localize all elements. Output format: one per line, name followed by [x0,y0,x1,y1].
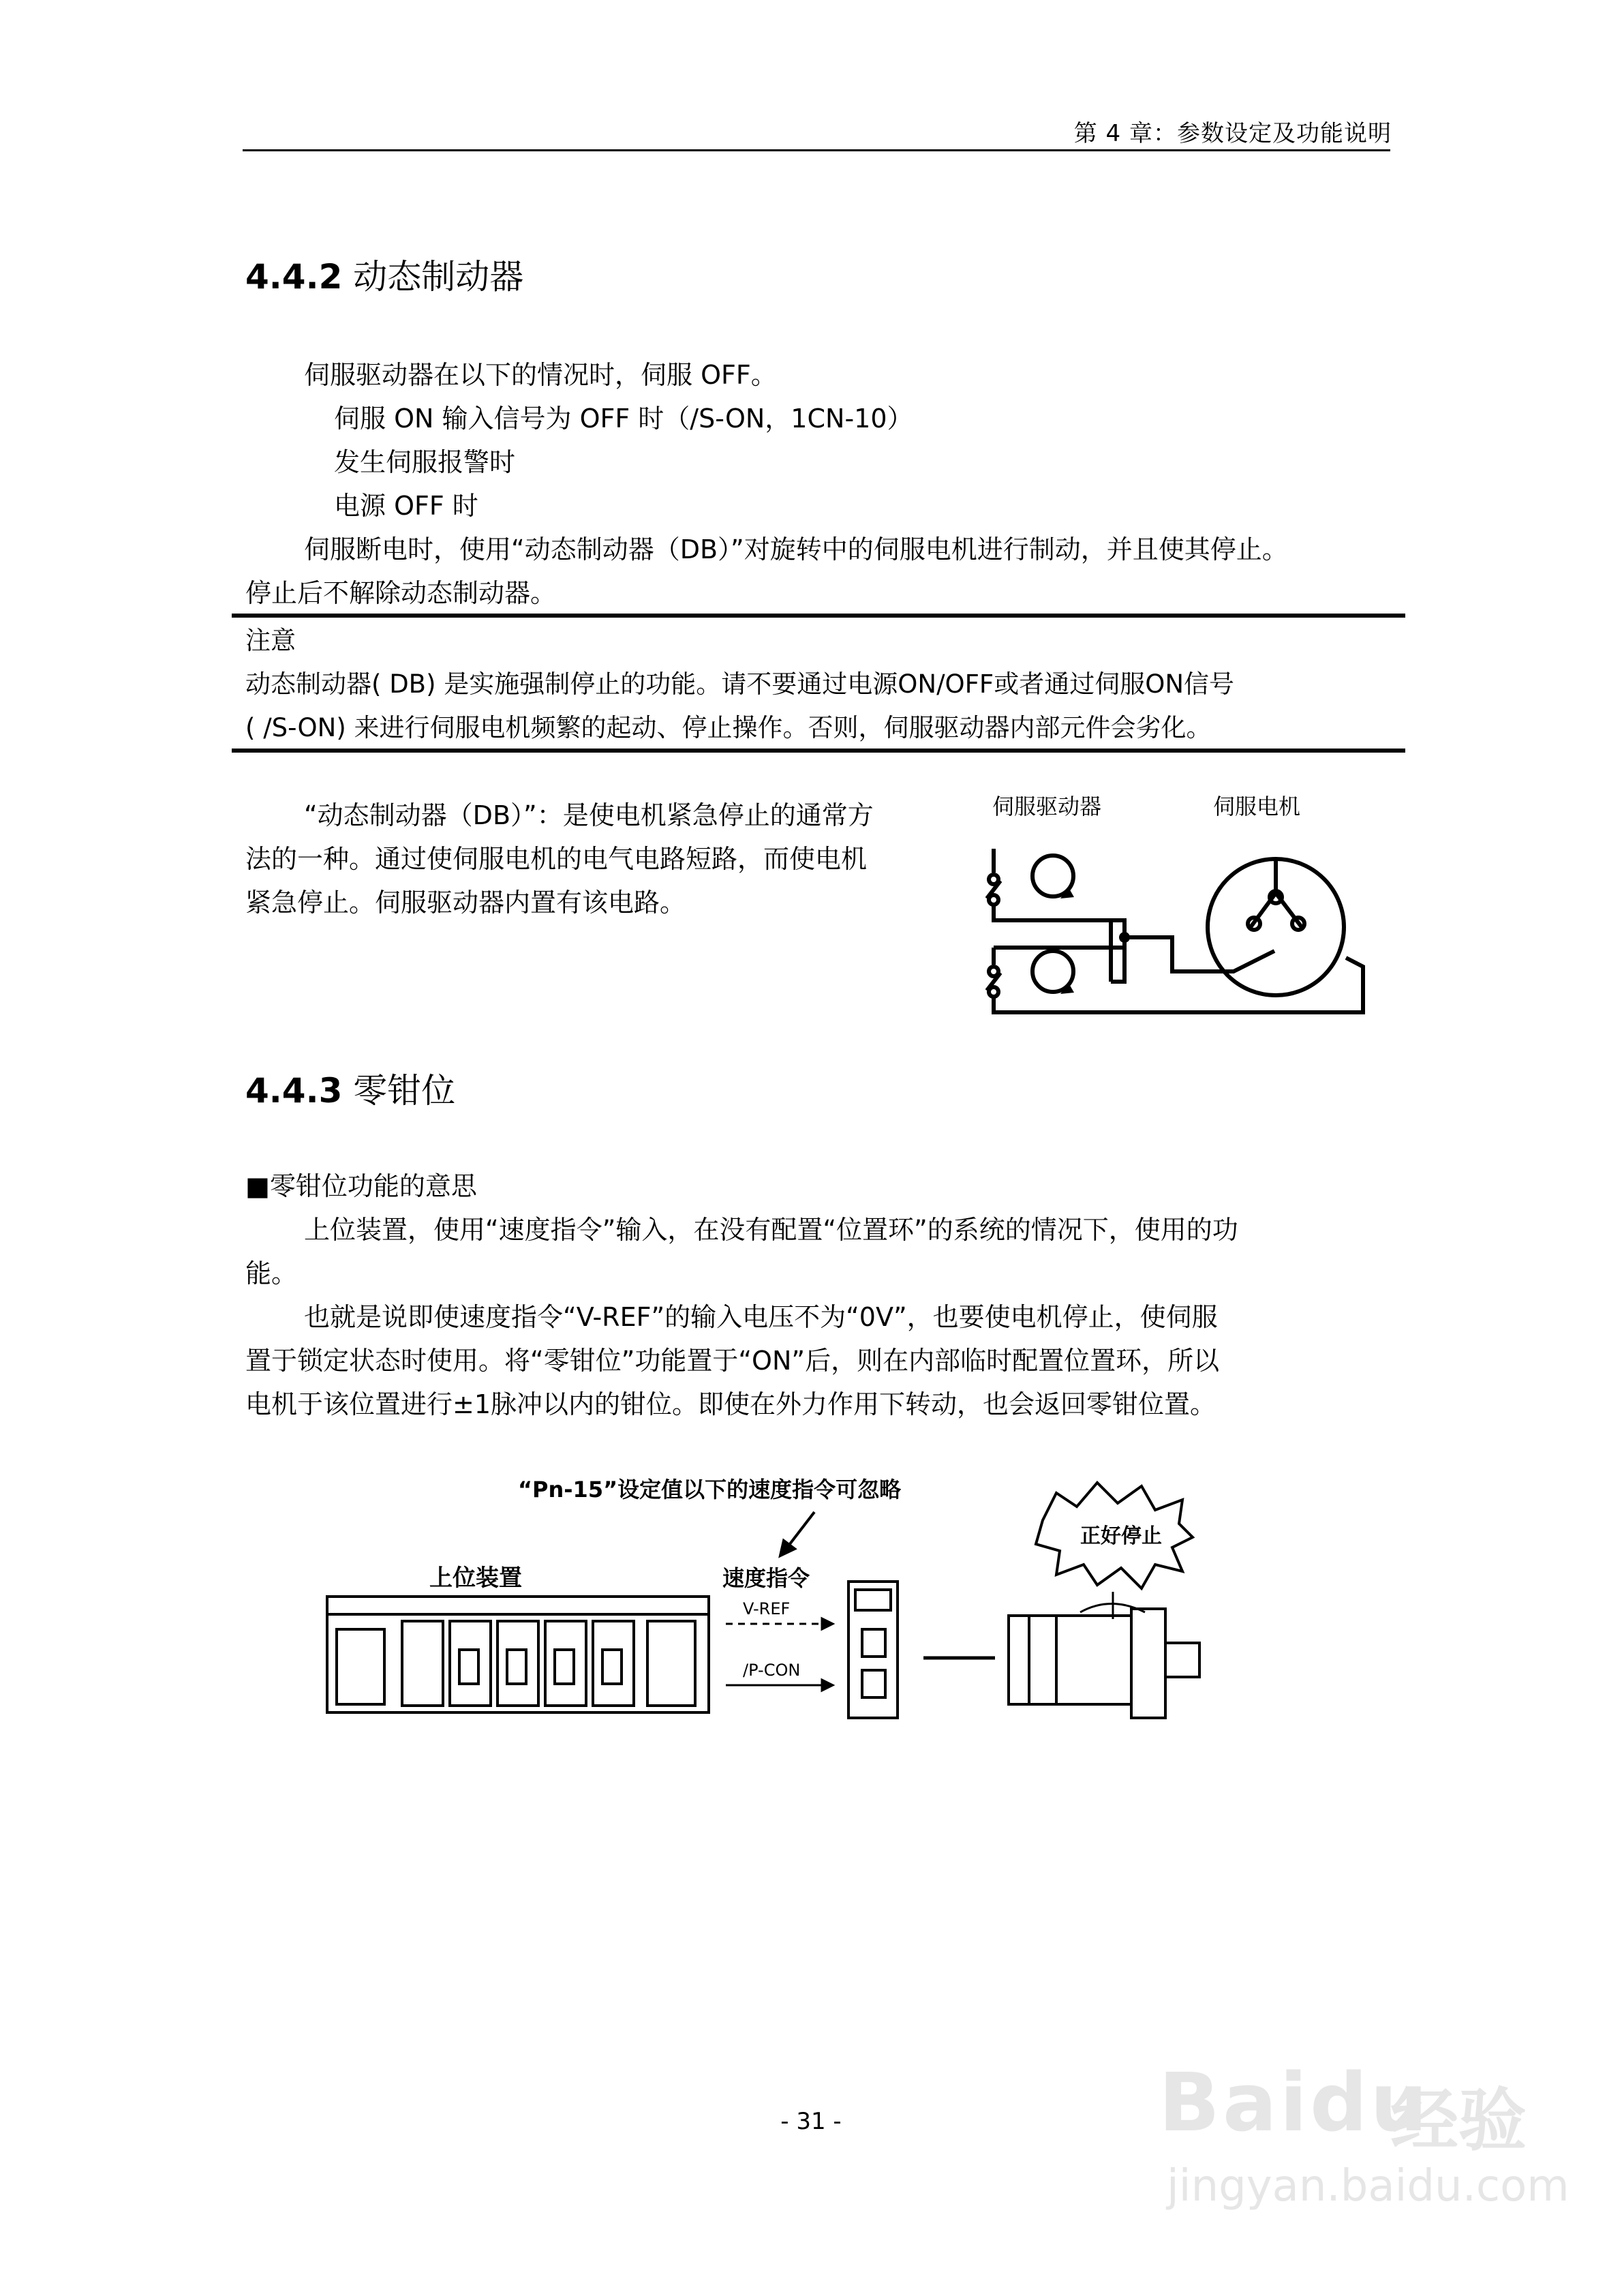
paragraph-line: 能。 [245,1258,298,1288]
note-title: 注意 [245,626,296,655]
drive-label: 伺服驱动器 [992,794,1102,819]
chapter-header: 第 4 章：参数设定及功能说明 [1073,120,1392,147]
paragraph-line: 伺服驱动器在以下的情况时，伺服 OFF。 [304,360,777,390]
paragraph-line: 置于锁定状态时使用。将“零钳位”功能置于“ON”后，则在内部临时配置位置环，所以 [245,1346,1220,1376]
note-top-rule [232,614,1405,618]
page-number: - 31 - [780,2108,842,2135]
baidu-watermark-logo: Baidu [1159,2055,1430,2149]
servo-drive [848,1582,898,1718]
section-4-4-2-heading [245,250,523,299]
paragraph-line: 电机于该位置进行±1脉冲以内的钳位。即使在外力作用下转动，也会返回零钳位置。 [245,1389,1216,1419]
baidu-watermark-cn: 经验 [1390,2081,1527,2160]
section-4-4-3-heading [245,1063,455,1113]
dynamic-brake-diagram [968,784,1377,1029]
note-line: ( /S-ON) 来进行伺服电机频繁的起动、停止操作。否则，伺服驱动器内部元件会劣化。 [245,713,1212,742]
paragraph-line: 停止后不解除动态制动器。 [245,578,557,608]
host-label: 上位装置 [429,1565,522,1592]
section-title: 零钳位 [353,1071,456,1111]
paragraph-line: 也就是说即使速度指令“V-REF”的输入电压不为“0V”，也要使电机停止，使伺服 [304,1302,1218,1332]
stop-label: 正好停止 [1080,1524,1162,1548]
figure-caption: “Pn-15”设定值以下的速度指令可忽略 [518,1477,902,1502]
baidu-watermark-url: jingyan.baidu.com [1167,2161,1570,2211]
paragraph-line: 电源 OFF 时 [334,491,478,521]
zero-clamp-figure [307,1445,1274,1800]
subheading: ■零钳位功能的意思 [245,1171,477,1201]
section-number: 4.4.2 [245,257,343,297]
note-line: 动态制动器( DB) 是实施强制停止的功能。请不要通过电源ON/OFF或者通过伺服ON信号 [245,669,1235,699]
header-rule [243,149,1390,151]
paragraph-line: 上位装置，使用“速度指令”输入，在没有配置“位置环”的系统的情况下，使用的功 [304,1215,1238,1245]
servo-motor [1009,1609,1199,1718]
note-bottom-rule [232,749,1405,753]
vref-label: V-REF [743,1599,791,1618]
motor-label: 伺服电机 [1213,794,1301,819]
stop-burst [1036,1483,1193,1588]
paragraph-line: 伺服 ON 输入信号为 OFF 时（/S-ON，1CN-10） [334,404,913,434]
pcon-label: /P-CON [743,1661,801,1680]
paragraph-line: 发生伺服报警时 [334,447,516,477]
db-desc-line: 法的一种。通过使伺服电机的电气电路短路，而使电机 [245,844,868,874]
section-title: 动态制动器 [353,257,524,297]
section-number: 4.4.3 [245,1071,343,1111]
paragraph-line: 伺服断电时，使用“动态制动器（DB）”对旋转中的伺服电机进行制动，并且使其停止。 [304,534,1288,564]
speed-command-label: 速度指令 [722,1565,810,1591]
db-desc-line: “动态制动器（DB）”：是使电机紧急停止的通常方 [304,800,874,830]
db-desc-line: 紧急停止。伺服驱动器内置有该电路。 [245,888,686,918]
host-device [327,1597,709,1712]
